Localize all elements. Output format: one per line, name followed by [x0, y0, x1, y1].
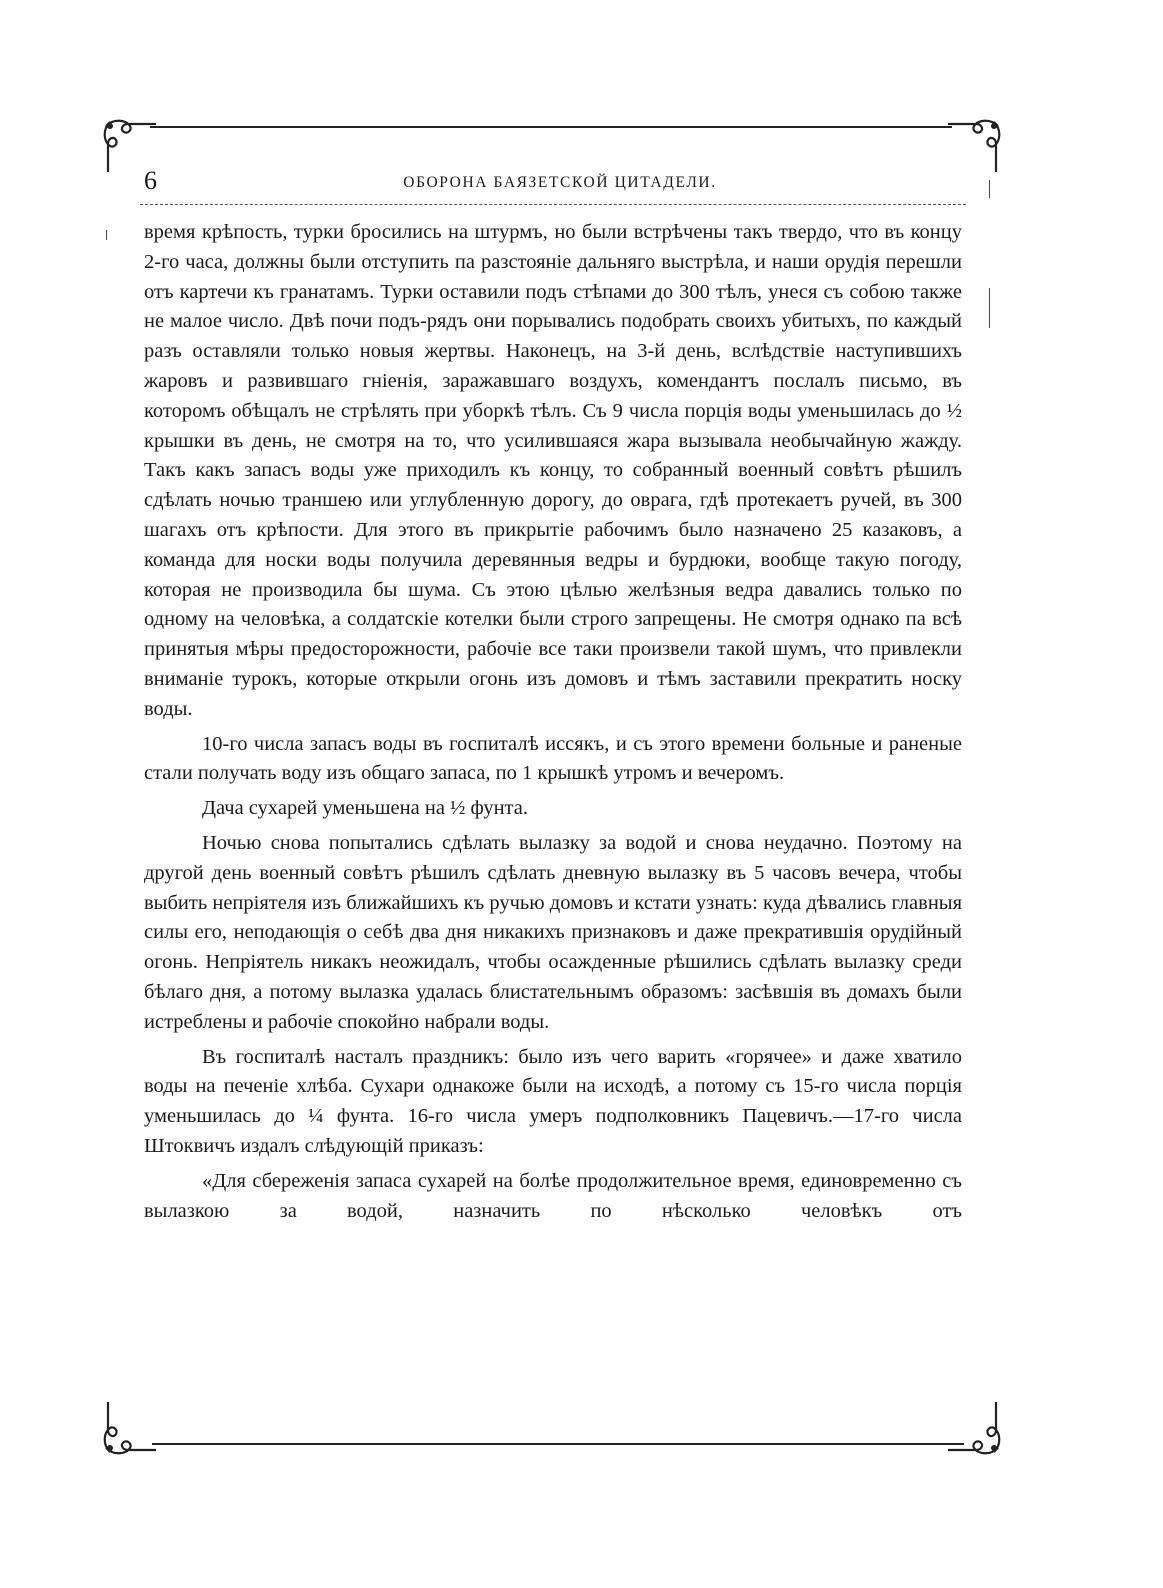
running-title: ОБОРОНА БАЯЗЕТСКОЙ ЦИТАДЕЛИ.: [403, 174, 717, 191]
corner-flourish-icon: [96, 1398, 160, 1462]
corner-flourish-icon: [944, 112, 1008, 176]
left-margin-mark: [106, 230, 107, 240]
paragraph: Ночью снова попытались сдѣлать вылазку за водой и снова неудачно. Поэтому на другой день военный совѣтъ рѣшилъ сдѣлать дневную вылазку въ 5 часовъ вечера, чтобы выбить непріятеля изъ ближайшихъ къ ручью домовъ и кстати узнать: куда дѣвались главныя силы его, неподающія о себѣ два дня никакихъ признаковъ и даже прекратившія орудійный огонь. Непріятель никакъ неожидалъ, чтобы осажденные рѣшились сдѣлать вылазку среди бѣлаго дня, а потому вылазка удалась блистательнымъ образомъ: засѣвшія въ домахъ были истреблены и рабочіе спокойно набрали воды.: [144, 831, 962, 1033]
right-margin-mark: [989, 288, 990, 328]
paragraph: Въ госпиталѣ насталъ праздникъ: было изъ чего варить «горячее» и даже хватило воды на печеніе хлѣба. Сухари однакоже были на исходѣ, а потому съ 15-го числа порція уменьшилась до ¼ фунта. 16-го числа умеръ подполковникъ Пацевичъ.—17-го числа Штоквичъ издалъ слѣдующій приказъ:: [144, 1045, 962, 1157]
paragraph: «Для сбереженія запаса сухарей на болѣе продолжительное время, единовременно съ вылазкою за водой, назначить по нѣсколько человѣкъ отъ: [144, 1169, 962, 1222]
header-rule: [140, 204, 966, 205]
paragraph: 10-го числа запасъ воды въ госпиталѣ иссякъ, и съ этого времени больные и раненые стали получать воду изъ общаго запаса, по 1 крышкѣ утромъ и вечеромъ.: [144, 732, 962, 785]
paragraph: Дача сухарей уменьшена на ½ фунта.: [202, 797, 528, 820]
top-frame-rule: [150, 126, 952, 128]
corner-flourish-icon: [944, 1398, 1008, 1462]
page-number: 6: [144, 166, 157, 195]
page-body: [144, 218, 962, 1226]
paragraph: время крѣпость, турки бросились на штурмъ, но были встрѣчены такъ твердо, что въ концу 2-го часа, должны были отступить па разстояніе дальняго выстрѣла, и наши орудія перешли отъ картечи къ гранатамъ. Турки оставили подъ стѣпами до 300 тѣлъ, унеся съ собою также не малое число. Двѣ почи подъ-рядъ они порывались подобрать своихъ убитыхъ, по каждый разъ оставляли только новыя жертвы. Наконецъ, на 3-й день, вслѣдствіе наступившихъ жаровъ и развившаго гніенія, заражавшаго воздухъ, комендантъ послалъ письмо, въ которомъ обѣщалъ не стрѣлять при уборкѣ тѣлъ. Съ 9 числа порція воды уменьшилась до ½ крышки въ день, не смотря на то, что усилившаяся жара вызывала необычайную жажду. Такъ какъ запасъ воды уже приходилъ къ концу, то собранный военный совѣтъ рѣшилъ сдѣлать ночью траншею или углубленную дорогу, до оврага, гдѣ протекаетъ ручей, въ 300 шагахъ отъ крѣпости. Для этого въ прикрытіе рабочимъ было назначено 25 казаковъ, а команда для носки воды получила деревянныя ведры и бурдюки, вообще такую погоду, которая не производила бы шума. Съ этою цѣлью желѣзныя ведра давались только по одному на человѣка, а солдатскіе котелки были строго запрещены. Не смотря однако па всѣ принятыя мѣры предосторожности, рабочіе все таки произвели такой шумъ, что привлекли вниманіе турокъ, которые открыли огонь изъ домовъ и тѣмъ заставили прекратить носку воды.: [144, 221, 962, 720]
bottom-frame-rule: [152, 1443, 964, 1445]
right-margin-mark: [989, 180, 990, 198]
